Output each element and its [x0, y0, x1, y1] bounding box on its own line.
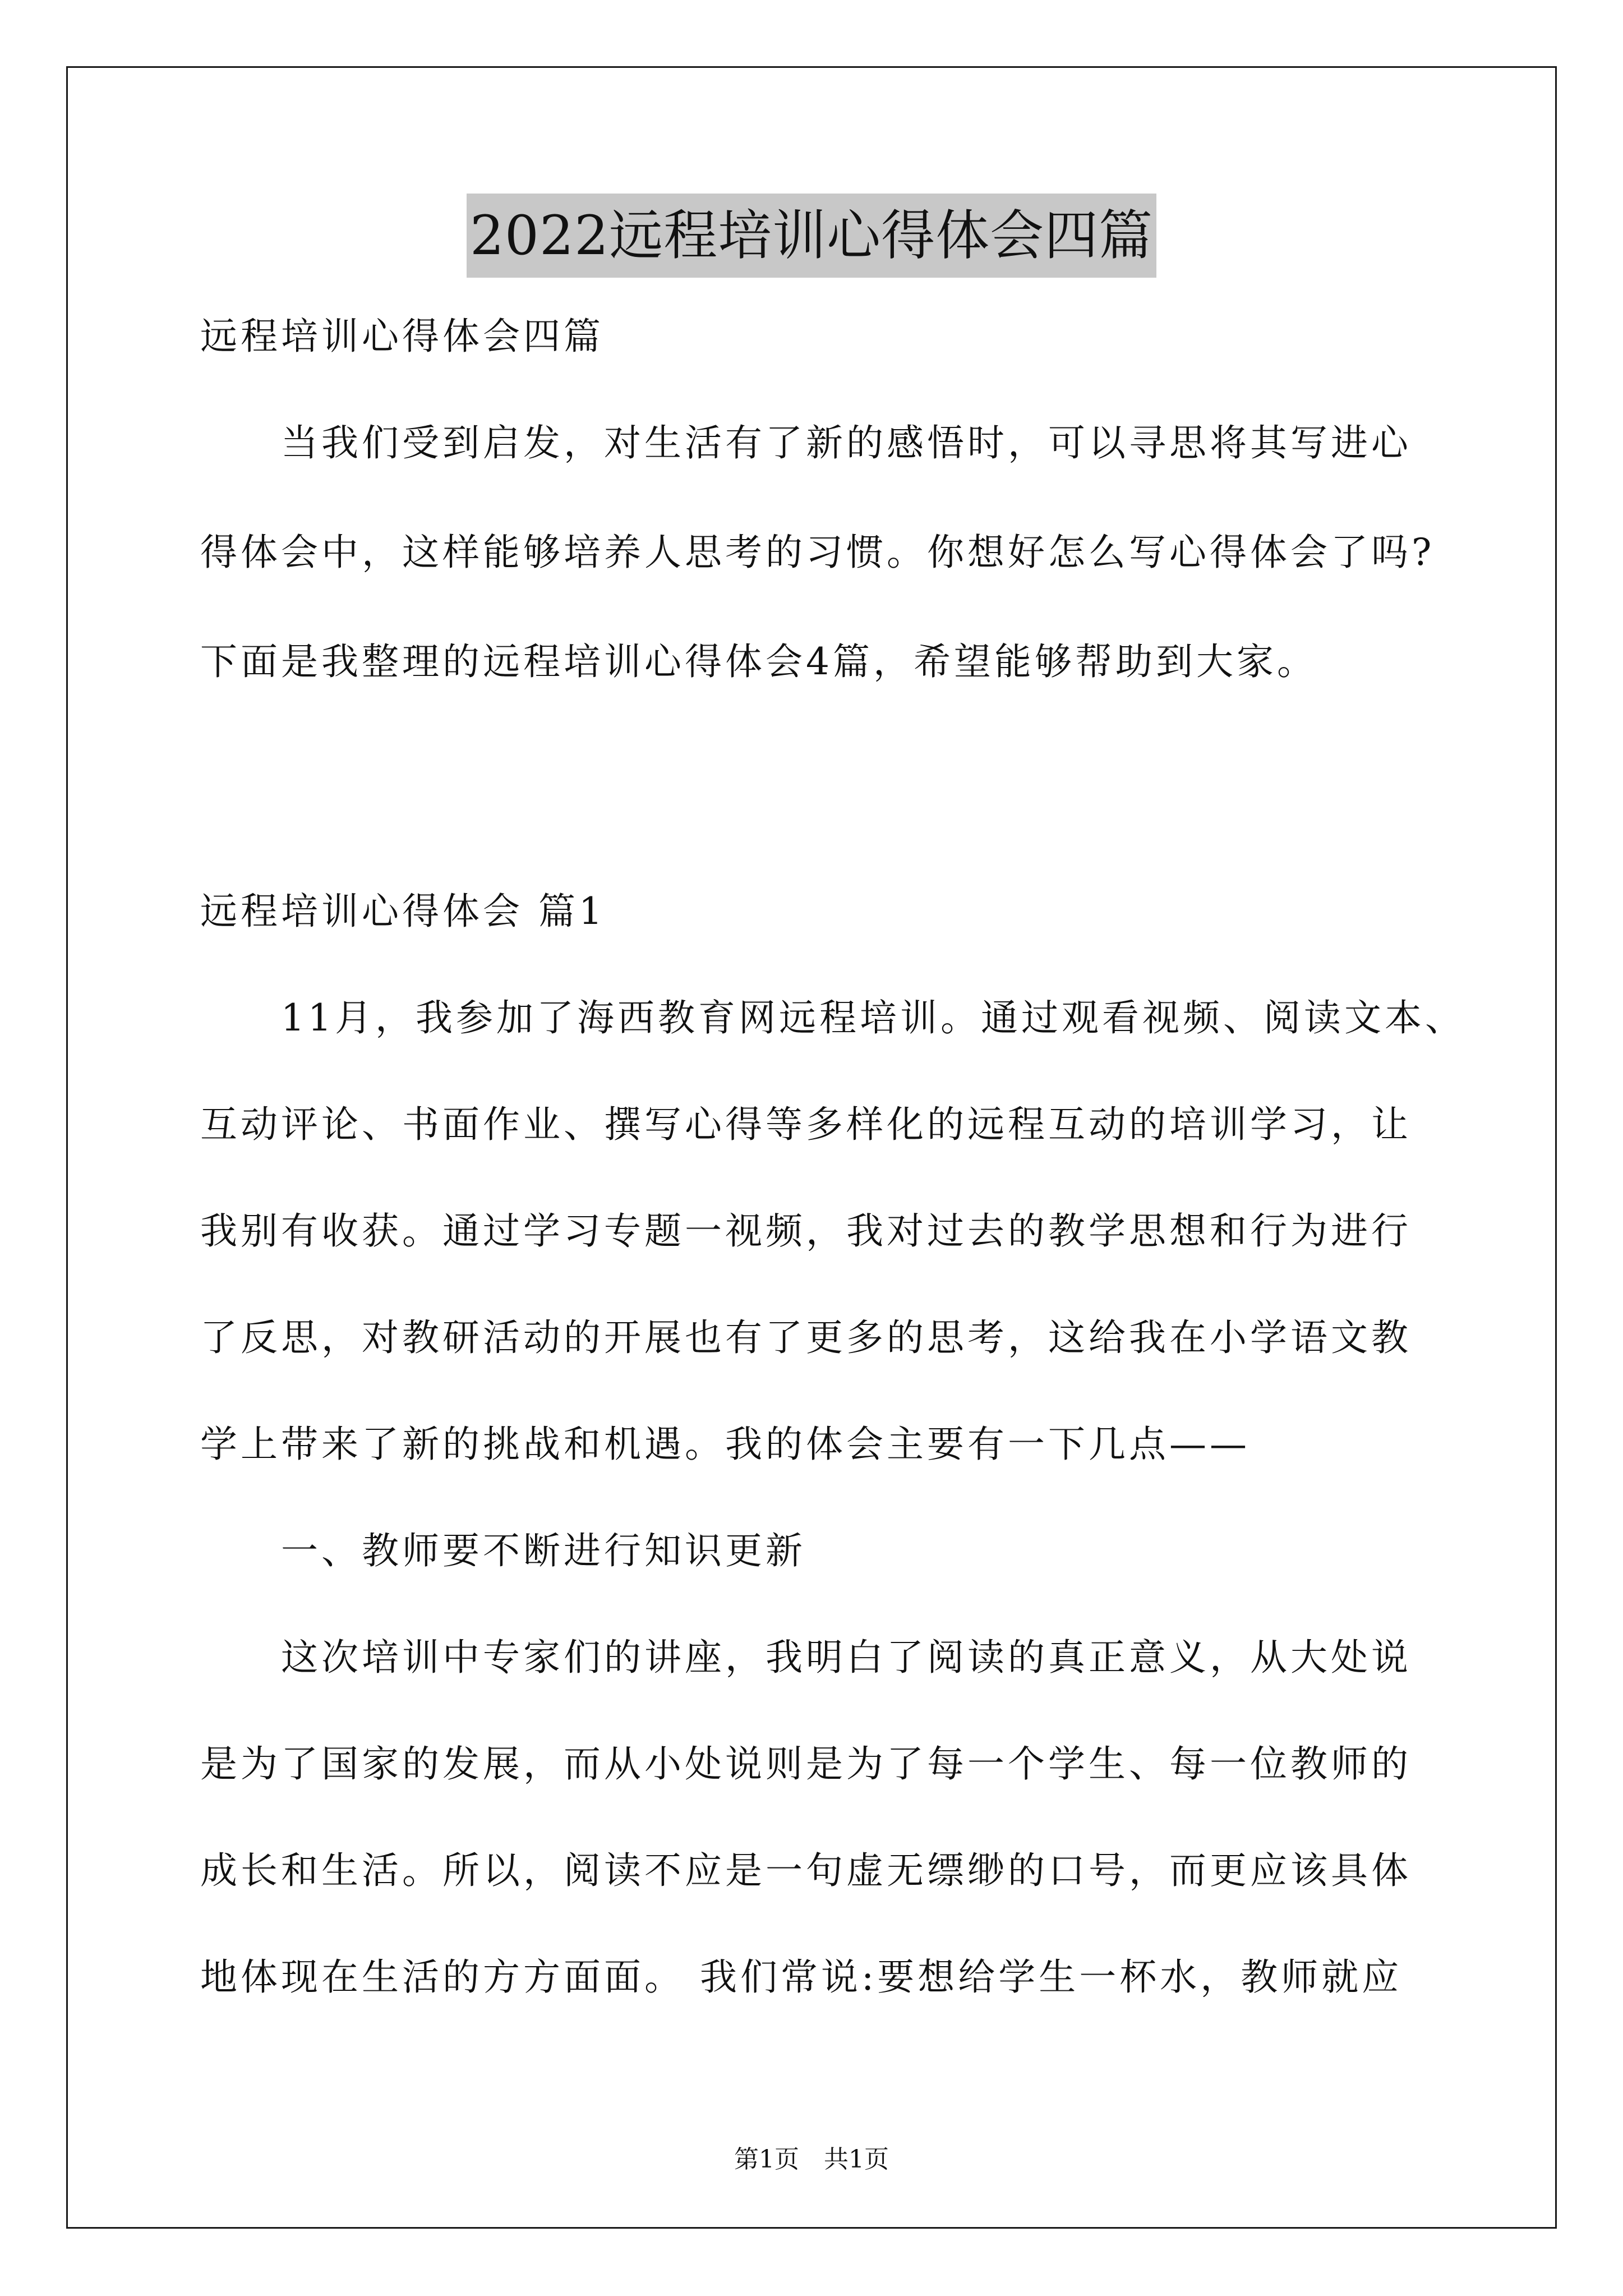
intro-line: 下面是我整理的远程培训心得体会4篇，希望能够帮助到大家。: [200, 640, 1317, 683]
body-line: 成长和生活。所以，阅读不应是一句虚无缥缈的口号，而更应该具体: [200, 1849, 1412, 1892]
body-line: 是为了国家的发展，而从小处说则是为了每一个学生、每一位教师的: [200, 1742, 1412, 1786]
intro-line: 当我们受到启发，对生活有了新的感悟时，可以寻思将其写进心: [200, 421, 1412, 464]
document-subtitle: 远程培训心得体会四篇: [200, 315, 604, 358]
section-heading: 远程培训心得体会 篇1: [200, 890, 606, 933]
body-line: 互动评论、书面作业、撰写心得等多样化的远程互动的培训学习，让: [200, 1103, 1412, 1146]
subheading-line: 一、教师要不断进行知识更新: [200, 1529, 806, 1572]
body-line: 11月，我参加了海西教育网远程培训。通过观看视频、阅读文本、: [200, 996, 1465, 1039]
body-line: 我别有收获。通过学习专题一视频，我对过去的教学思想和行为进行: [200, 1209, 1412, 1253]
page-footer: 第1页 共1页: [734, 2145, 889, 2174]
body-line: 了反思，对教研活动的开展也有了更多的思考，这给我在小学语文教: [200, 1316, 1412, 1359]
body-line: 这次培训中专家们的讲座，我明白了阅读的真正意义，从大处说: [200, 1636, 1412, 1679]
body-line: 地体现在生活的方方面面。 我们常说:要想给学生一杯水，教师就应: [200, 1955, 1403, 1999]
title-container: [0, 194, 1623, 278]
body-line: 学上带来了新的挑战和机遇。我的体会主要有一下几点——: [200, 1423, 1250, 1466]
document-title: 2022远程培训心得体会四篇: [467, 194, 1156, 278]
intro-line: 得体会中，这样能够培养人思考的习惯。你想好怎么写心得体会了吗?: [200, 531, 1435, 574]
